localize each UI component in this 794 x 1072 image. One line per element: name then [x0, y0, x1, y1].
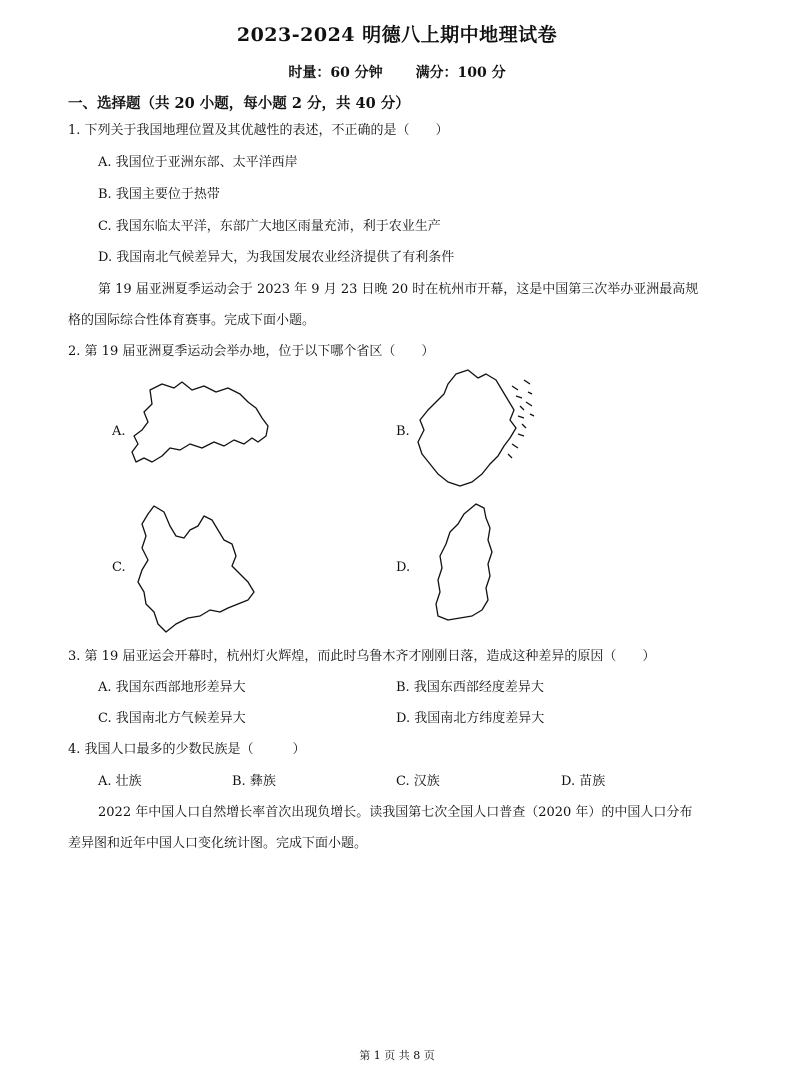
q2-stem: 2. 第 19 届亚洲夏季运动会举办地，位于以下哪个省区（ ） — [68, 344, 435, 359]
q3-option-a: A. 我国东西部地形差异大 — [98, 680, 246, 695]
q1-option-c: C. 我国东临太平洋，东部广大地区雨量充沛，利于农业生产 — [98, 219, 441, 234]
q4-stem: 4. 我国人口最多的少数民族是（ ） — [68, 742, 306, 757]
q4-option-a: A. 壮族 — [98, 774, 142, 789]
q2-label-d: D. — [396, 560, 411, 575]
q2-label-c: C. — [112, 560, 126, 575]
q1-stem: 1. 下列关于我国地理位置及其优越性的表述，不正确的是（ ） — [68, 123, 449, 138]
q2-label-a: A. — [112, 424, 126, 439]
q3-option-d: D. 我国南北方纬度差异大 — [396, 711, 545, 726]
q1-option-a: A. 我国位于亚洲东部、太平洋西岸 — [98, 155, 298, 170]
q1-option-d: D. 我国南北气候差异大，为我国发展农业经济提供了有利条件 — [98, 250, 455, 265]
exam-title: 2023-2024 明德八上期中地理试卷 — [236, 24, 558, 46]
shanxi-outline-icon — [428, 500, 498, 626]
page-footer: 第 1 页 共 8 页 — [359, 1049, 435, 1062]
q3-stem: 3. 第 19 届亚运会开幕时，杭州灯火辉煌，而此时乌鲁木齐才刚刚日落，造成这种差异的原因（ ） — [68, 649, 656, 664]
zhejiang-outline-icon — [412, 366, 542, 491]
section-heading: 一、选择题（共 20 小题，每小题 2 分，共 40 分） — [68, 95, 410, 112]
passage2-line1: 2022 年中国人口自然增长率首次出现负增长。读我国第七次全国人口普查（2020 年）的中国人口分布 — [98, 805, 693, 820]
passage2-line2: 差异图和近年中国人口变化统计图。完成下面小题。 — [68, 836, 368, 851]
passage1-line2: 格的国际综合性体育赛事。完成下面小题。 — [68, 313, 316, 328]
yunnan-outline-icon — [132, 500, 262, 636]
q4-option-d: D. 苗族 — [561, 774, 606, 789]
q1-option-b: B. 我国主要位于热带 — [98, 187, 220, 202]
q2-label-b: B. — [396, 424, 410, 439]
time-limit: 时量：60 分钟 — [288, 65, 383, 81]
passage1-line1: 第 19 届亚洲夏季运动会于 2023 年 9 月 23 日晚 20 时在杭州市开幕，这是中国第三次举办亚洲最高规 — [98, 282, 699, 297]
exam-subtitle — [0, 62, 794, 82]
hubei-outline-icon — [128, 378, 273, 470]
q3-option-c: C. 我国南北方气候差异大 — [98, 711, 246, 726]
q4-option-c: C. 汉族 — [396, 774, 440, 789]
q4-option-b: B. 彝族 — [232, 774, 276, 789]
full-score: 满分：100 分 — [415, 65, 506, 81]
q3-option-b: B. 我国东西部经度差异大 — [396, 680, 544, 695]
